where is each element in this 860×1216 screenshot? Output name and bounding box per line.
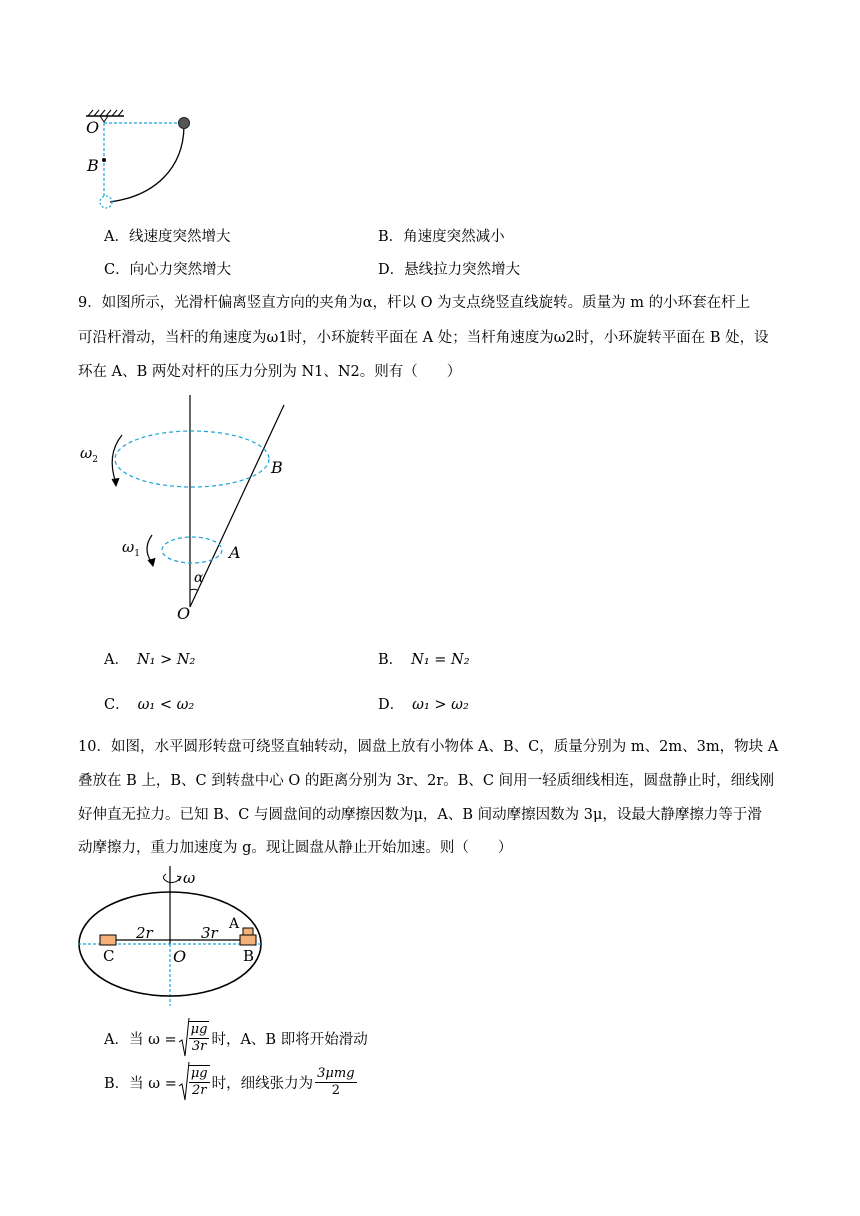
q9-line-1: 9．如图所示，光滑杆偏离竖直方向的夹角为α，杆以 O 为支点绕竖直线旋转。质量为 m 的小环套在杆上 [78, 295, 751, 311]
fig10-label-3r: 3r [201, 924, 218, 942]
q10-line-3: 好伸直无拉力。已知 B、C 与圆盘间的动摩擦因数为μ，A、B 间动摩擦因数为 3μ，设最大静摩擦力等于滑 [78, 807, 762, 823]
rotating-rod-figure [70, 395, 310, 625]
q8-option-c: C．向心力突然增大 [104, 262, 232, 278]
fig10-label-2r: 2r [136, 924, 153, 942]
fig9-label-B: B [271, 458, 283, 477]
pendulum-label-O: O [86, 118, 100, 137]
q9-option-a: A． N₁ > N₂ [104, 652, 196, 668]
fig9-label-O: O [177, 604, 191, 623]
q9-line-3: 环在 A、B 两处对杆的压力分别为 N1、N2。则有（ ） [78, 364, 462, 380]
q8-option-d: D．悬线拉力突然增大 [378, 262, 521, 278]
turntable-figure [76, 866, 276, 1016]
q10-line-4: 动摩擦力，重力加速度为 g。现让圆盘从静止开始加速。则（ ） [78, 840, 513, 856]
pendulum-label-B: B [87, 156, 99, 175]
q9-option-b: B． N₁ = N₂ [378, 652, 470, 668]
fig10-label-O: O [173, 947, 187, 966]
sqrt-expression: $\frac{\mu g}{2r}$ [179, 1062, 210, 1102]
q10-option-a: A．当 ω = $\frac{\mu g}{3r}$ 时，A、B 即将开始滑动 [104, 1018, 368, 1058]
q8-option-b: B．角速度突然减小 [378, 229, 505, 245]
q10-option-b: B．当 ω = $\frac{\mu g}{2r}$ 时，细线张力为 $\frac{\text{3μmg}}{2}$ [104, 1062, 357, 1102]
q10-line-1: 10．如图，水平圆形转盘可绕竖直轴转动，圆盘上放有小物体 A、B、C，质量分别为 m、2m、3m，物块 A [78, 739, 779, 755]
pendulum-figure [80, 108, 210, 218]
q9-line-2: 可沿杆滑动，当杆的角速度为ω1时，小环旋转平面在 A 处；当杆角速度为ω2时，小环旋转平面在 B 处，设 [78, 330, 769, 346]
fig10-label-B: B [243, 947, 255, 965]
q8-option-a: A．线速度突然增大 [104, 229, 231, 245]
q9-option-c: C． ω₁ < ω₂ [104, 697, 195, 713]
fig9-omega1-label: $\omega_1$ [122, 538, 140, 559]
q10-line-2: 叠放在 B 上，B、C 到转盘中心 O 的距离分别为 3r、2r。B、C 间用一轻质细线相连，圆盘静止时，细线刚 [78, 773, 775, 789]
fig10-label-C: C [103, 947, 115, 965]
fig9-label-A: A [229, 543, 241, 562]
fig10-omega-label: ω [183, 869, 196, 887]
fig9-omega2-label: $\omega_2$ [80, 444, 98, 465]
sqrt-expression: $\frac{\mu g}{3r}$ [179, 1018, 210, 1058]
fig10-label-A: A [229, 916, 240, 932]
fig9-label-alpha: α [194, 570, 204, 586]
q9-option-d: D． ω₁ > ω₂ [378, 697, 469, 713]
